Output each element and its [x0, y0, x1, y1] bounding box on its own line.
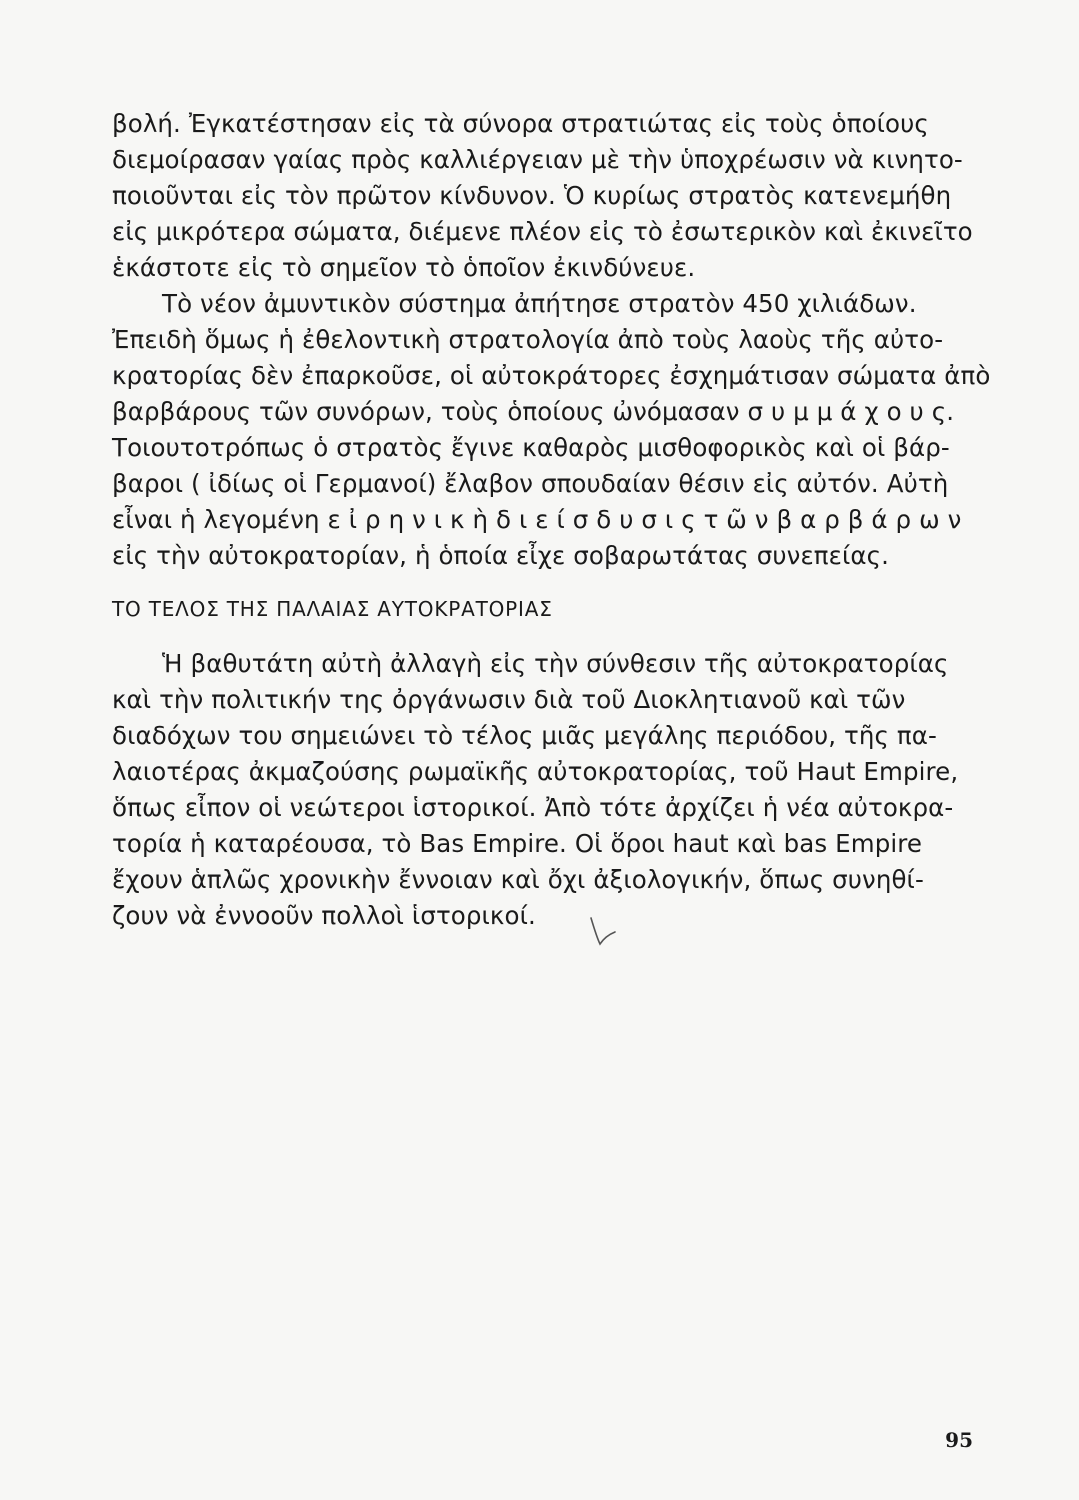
- text-line: τορία ἡ καταρέουσα, τὸ Bas Empire. Οἱ ὅροι haut καὶ bas Empire: [112, 829, 923, 858]
- text-line: Ἐπειδὴ ὅμως ἡ ἐθελοντικὴ στρατολογία ἀπὸ τοὺς λαοὺς τῆς αὐτο-: [112, 325, 944, 354]
- text-line: βαρβάρους τῶν συνόρων, τοὺς ὁποίους ὠνόμασαν σ υ μ μ ά χ ο υ ς.: [112, 397, 955, 426]
- text-line: βαροι ( ἰδίως οἱ Γερμανοί) ἔλαβον σπουδαίαν θέσιν εἰς αὐτόν. Αὐτὴ: [112, 469, 949, 498]
- text-line: Τὸ νέον ἀμυντικὸν σύστημα ἀπήτησε στρατὸν 450 χιλιάδων.: [162, 289, 917, 318]
- section-heading: ΤΟ ΤΕΛΟΣ ΤΗΣ ΠΑΛΑΙΑΣ ΑΥΤΟΚΡΑΤΟΡΙΑΣ: [112, 597, 553, 621]
- page-number: 95: [945, 1428, 973, 1452]
- text-line: ποιοῦνται εἰς τὸν πρῶτον κίνδυνον. Ὁ κυρίως στρατὸς κατενεμήθη: [112, 181, 952, 210]
- text-line: βολή. Ἐγκατέστησαν εἰς τὰ σύνορα στρατιώτας εἰς τοὺς ὁποίους: [112, 109, 929, 138]
- text-line: εἰς τὴν αὐτοκρατορίαν, ἡ ὁποία εἶχε σοβαρωτάτας συνεπείας.: [112, 541, 890, 570]
- text-line: διαδόχων του σημειώνει τὸ τέλος μιᾶς μεγάλης περιόδου, τῆς πα-: [112, 721, 937, 750]
- pencil-check-mark-icon: [588, 914, 618, 950]
- text-line: ζουν νὰ ἐννοοῦν πολλοὶ ἱστορικοί.: [112, 901, 536, 930]
- text-line: ἑκάστοτε εἰς τὸ σημεῖον τὸ ὁποῖον ἐκινδύνευε.: [112, 253, 696, 282]
- text-line: κρατορίας δὲν ἐπαρκοῦσε, οἱ αὐτοκράτορες ἐσχημάτισαν σώματα ἀπὸ: [112, 361, 991, 390]
- text-line: λαιοτέρας ἀκμαζούσης ρωμαϊκῆς αὐτοκρατορίας, τοῦ Haut Empire,: [112, 757, 959, 786]
- text-line: Ἡ βαθυτάτη αὐτὴ ἀλλαγὴ εἰς τὴν σύνθεσιν τῆς αὐτοκρατορίας: [162, 649, 949, 678]
- text-line: διεμοίρασαν γαίας πρὸς καλλιέργειαν μὲ τὴν ὑποχρέωσιν νὰ κινητο-: [112, 145, 963, 174]
- text-line: εἶναι ἡ λεγομένη ε ἰ ρ η ν ι κ ὴ δ ι ε ί σ δ υ σ ι ς τ ῶ ν β α ρ β ά ρ ω ν: [112, 505, 962, 534]
- text-line: ὅπως εἶπον οἱ νεώτεροι ἱστορικοί. Ἀπὸ τότε ἀρχίζει ἡ νέα αὐτοκρα-: [112, 793, 954, 822]
- text-line: Τοιουτοτρόπως ὁ στρατὸς ἔγινε καθαρὸς μισθοφορικὸς καὶ οἱ βάρ-: [112, 433, 950, 462]
- text-line: ἔχουν ἁπλῶς χρονικὴν ἔννοιαν καὶ ὄχι ἀξιολογικήν, ὅπως συνηθί-: [112, 865, 924, 894]
- text-line: εἰς μικρότερα σώματα, διέμενε πλέον εἰς τὸ ἐσωτερικὸν καὶ ἐκινεῖτο: [112, 217, 973, 246]
- text-line: καὶ τὴν πολιτικήν της ὀργάνωσιν διὰ τοῦ Διοκλητιανοῦ καὶ τῶν: [112, 685, 906, 714]
